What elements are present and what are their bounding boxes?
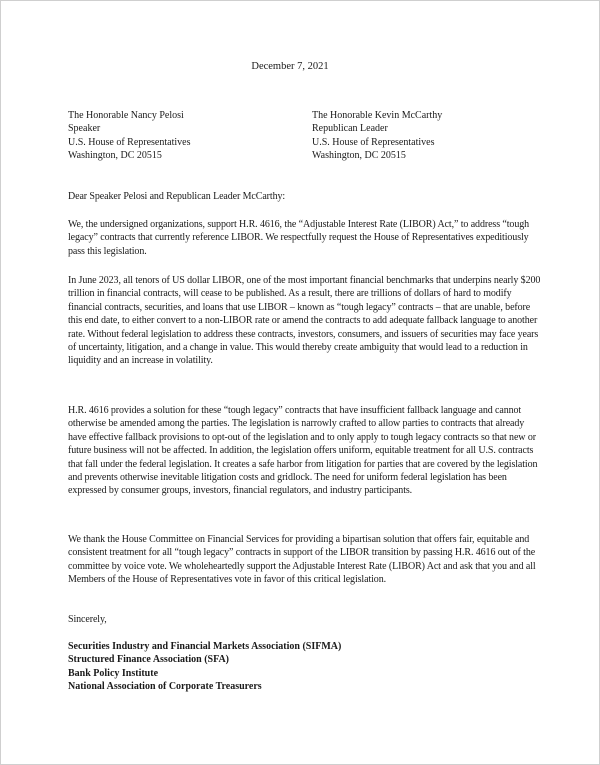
paragraph-support: We, the undersigned organizations, support H.R. 4616, the “Adjustable Interest Rate (LIBOR) Act,” to address “tough legacy” contracts that currently reference LIBOR. We respectfully request the House of Representatives expeditiously pass this legislation. (68, 219, 530, 257)
recipient-left-name: The Honorable Nancy Pelosi (68, 110, 184, 121)
recipient-left-city: Washington, DC 20515 (68, 149, 162, 161)
signatory: National Association of Corporate Treasurers (68, 680, 262, 692)
recipient-right-title: Republican Leader (312, 123, 388, 135)
signatory: Securities Industry and Financial Markets Association (SIFMA) (68, 641, 342, 652)
signatory-list (68, 640, 341, 693)
letter-date: December 7, 2021 (251, 61, 329, 72)
recipient-left-org: U.S. House of Representatives (68, 136, 191, 148)
paragraph-thanks: We thank the House Committee on Financial Services for providing a bipartisan solution that offers fair, equitable and consistent treatment for all “tough legacy” contracts in support of the LIBOR transition by passing H.R. 4616 out of the committee by voice vote. We wholeheartedly support the Adjustable Interest Rate (LIBOR) Act and ask that you and all Members of the House of Representatives vote in favor of this critical legislation. (68, 534, 536, 586)
recipient-left-title: Speaker (68, 123, 101, 135)
signatory: Bank Policy Institute (68, 667, 159, 679)
paragraph-background: In June 2023, all tenors of US dollar LIBOR, one of the most important financial benchmarks that underpins nearly $200 trillion in financial contracts, will cease to be published. As a result, there are trillions of dollars of hard to modify financial contracts, securities, and loans that use LIBOR – known as “tough legacy” contracts – that are unable, before this end date, to either convert to a non-LIBOR rate or amend the contracts to add adequate fallback language to another rate. Without federal legislation to address these contracts, investors, consumers, and issuers of securities may face years of uncertainty, litigation, and a change in value. This would thereby create ambiguity that would lead to a reduction in liquidity and an increase in volatility. (68, 275, 541, 367)
salutation: Dear Speaker Pelosi and Republican Leader McCarthy: (68, 191, 286, 202)
signatory: Structured Finance Association (SFA) (68, 654, 230, 666)
paragraph-solution: H.R. 4616 provides a solution for these “tough legacy” contracts that have insufficient fallback language and cannot otherwise be amended among the parties. The legislation is narrowly crafted to allow parties to contracts that already have effective fallback provisions to opt-out of the legislation and to only apply to tough legacy contracts so that new or future business will not be affected. In addition, the legislation offers uniform, equitable treatment for all U.S. contracts that fall under the federal legislation. It creates a safe harbor from litigation for parties that are covered by the legislation and prevents otherwise inevitable litigation costs and gridlock. The need for uniform federal legislation has been expressed by consumer groups, investors, financial regulators, and industry participants. (68, 405, 538, 497)
recipient-right-city: Washington, DC 20515 (312, 149, 406, 161)
closing: Sincerely, (68, 614, 107, 625)
recipient-right-address (312, 109, 442, 162)
recipient-right-name: The Honorable Kevin McCarthy (312, 110, 443, 121)
recipient-right-org: U.S. House of Representatives (312, 136, 435, 148)
recipient-left-address (68, 109, 190, 162)
